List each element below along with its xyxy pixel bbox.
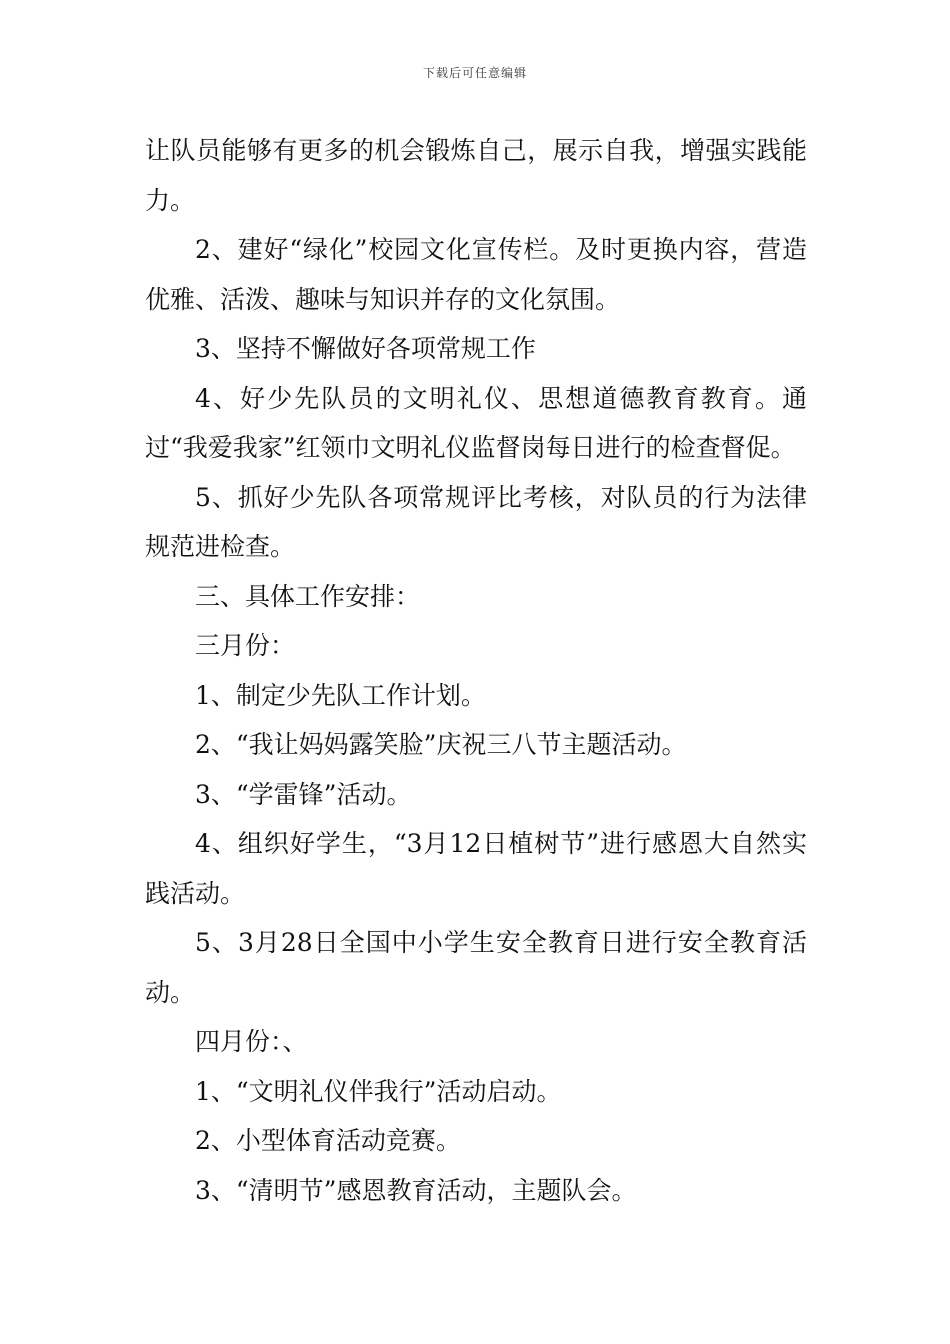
- document-body: [145, 126, 807, 1215]
- list-item: 1、“文明礼仪伴我行”活动启动。: [195, 1076, 562, 1106]
- month-heading: 三月份：: [195, 631, 296, 660]
- page-header-note: 下载后可任意编辑: [422, 66, 527, 80]
- paragraph: 2、建好“绿化”校园文化宣传栏。及时更换内容，营造优雅、活泼、趣味与知识并存的文化氛围。: [145, 235, 807, 314]
- paragraph: 5、抓好少先队各项常规评比考核，对队员的行为法律规范进检查。: [145, 482, 807, 561]
- paragraph: 4、好少先队员的文明礼仪、思想道德教育教育。通过“我爱我家”红领巾文明礼仪监督岗每日进行的检查督促。: [145, 383, 807, 462]
- paragraph: 让队员能够有更多的机会锻炼自己，展示自我，增强实践能力。: [145, 136, 807, 215]
- month-heading: 四月份：、: [195, 1027, 308, 1056]
- paragraph: 3、坚持不懈做好各项常规工作: [195, 334, 536, 363]
- list-item: 1、制定少先队工作计划。: [195, 680, 486, 710]
- list-item: 2、小型体育活动竞赛。: [195, 1126, 461, 1155]
- list-item: 5、3月28日全国中小学生安全教育日进行安全教育活动。: [145, 928, 807, 1007]
- list-item: 4、组织好学生，“3月12日植树节”进行感恩大自然实践活动。: [145, 829, 807, 908]
- list-item: 3、“清明节”感恩教育活动，主题队会。: [195, 1175, 637, 1205]
- list-item: 2、“我让妈妈露笑脸”庆祝三八节主题活动。: [195, 730, 687, 759]
- section-heading: 三、具体工作安排：: [195, 581, 421, 611]
- list-item: 3、“学雷锋”活动。: [195, 779, 412, 809]
